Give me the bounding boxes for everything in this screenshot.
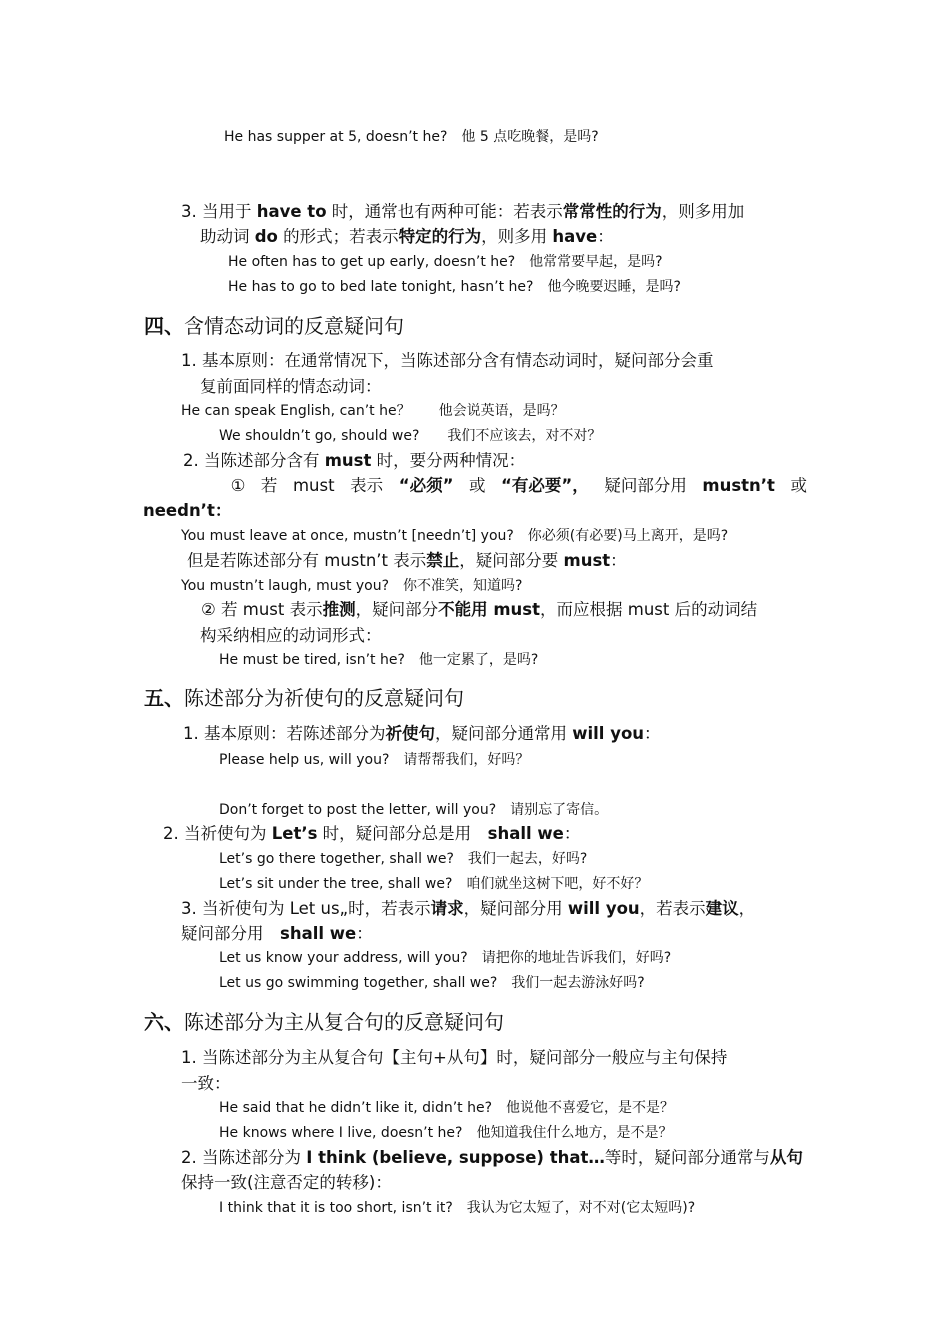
rule-text: 2. 当陈述部分含有 must 时，要分两种情况： xyxy=(183,451,526,470)
rule-text: 1. 当陈述部分为主从复合句【主句+从句】时，疑问部分一般应与主句保持 xyxy=(181,1048,728,1067)
example-sentence: You mustn’t laugh, must you? 你不准笑，知道吗? xyxy=(181,578,523,594)
example-sentence: Let us know your address, will you? 请把你的地址告诉我们，好吗? xyxy=(219,950,672,966)
example-sentence: I think that it is too short, isn’t it? 我认为它太短了，对不对(它太短吗)? xyxy=(219,1200,696,1216)
rule-text: 复前面同样的情态动词： xyxy=(200,377,382,396)
example-sentence: Please help us, will you? 请帮帮我们，好吗？ xyxy=(219,752,530,768)
section-heading-6: 六、陈述部分为主从复合句的反意疑问句 xyxy=(144,1010,504,1034)
example-sentence: He must be tired, isn’t he? 他一定累了，是吗? xyxy=(219,652,539,668)
example-sentence: Let us go swimming together, shall we? 我们一起去游泳好吗? xyxy=(219,975,645,991)
rule-text: 疑问部分用 shall we： xyxy=(181,924,373,943)
rule-text: 1. 基本原则：在通常情况下，当陈述部分含有情态动词时，疑问部分会重 xyxy=(181,351,714,370)
rule-text: 2. 当陈述部分为 I think (believe, suppose) that…等时，疑问部分通常与从句 xyxy=(181,1148,803,1167)
rule-text: 1. 基本原则：若陈述部分为祈使句，疑问部分通常用 will you： xyxy=(183,724,661,743)
section-heading-5: 五、陈述部分为祈使句的反意疑问句 xyxy=(144,686,464,710)
rule-text: needn’t： xyxy=(143,501,232,520)
rule-text: 3. 当祈使句为 Let us„时，若表示请求，疑问部分用 will you，若表示建议， xyxy=(181,899,756,918)
example-sentence: He has supper at 5, doesn’t he? 他 5 点吃晚餐，是吗? xyxy=(224,129,599,145)
rule-text: ② 若 must 表示推测，疑问部分不能用 must，而应根据 must 后的动词结 xyxy=(201,600,758,619)
rule-item-3-line-2: 助动词 do 的形式；若表示特定的行为，则多用 have： xyxy=(200,227,614,246)
rule-text-justified: ① 若 must 表示 “必须” 或 “有必要”， 疑问部分用 mustn’t 或 xyxy=(230,476,807,495)
example-sentence: You must leave at once, mustn’t [needn’t] you? 你必须(有必要)马上离开，是吗? xyxy=(181,528,729,544)
example-sentence: Don’t forget to post the letter, will you? 请别忘了寄信。 xyxy=(219,802,609,818)
rule-text: 保持一致(注意否定的转移)： xyxy=(181,1173,392,1192)
example-sentence: He can speak English, can’t he？ 他会说英语，是吗？ xyxy=(181,403,565,419)
rule-text: 一致： xyxy=(181,1074,231,1093)
example-sentence: He said that he didn’t like it, didn’t he? 他说他不喜爱它，是不是？ xyxy=(219,1100,675,1116)
rule-text: 2. 当祈使句为 Let’s 时，疑问部分总是用 shall we： xyxy=(163,824,581,843)
rule-text: 但是若陈述部分有 mustn’t 表示禁止，疑问部分要 must： xyxy=(187,551,627,570)
example-sentence: He knows where I live, doesn’t he? 他知道我住什么地方，是不是？ xyxy=(219,1125,673,1141)
example-sentence: Let’s go there together, shall we? 我们一起去，好吗? xyxy=(219,851,588,867)
rule-text: 构采纳相应的动词形式： xyxy=(200,626,382,645)
example-sentence: He has to go to bed late tonight, hasn’t he? 他今晚要迟睡，是吗? xyxy=(228,279,681,295)
section-heading-4: 四、含情态动词的反意疑问句 xyxy=(144,314,404,338)
rule-item-3-line-1: 3. 当用于 have to 时，通常也有两种可能：若表示常常性的行为，则多用加 xyxy=(181,202,745,221)
example-sentence: We shouldn’t go, should we? 我们不应该去，对不对？ xyxy=(219,428,602,444)
example-sentence: Let’s sit under the tree, shall we? 咱们就坐这树下吧，好不好？ xyxy=(219,876,649,892)
example-sentence: He often has to get up early, doesn’t he? 他常常要早起，是吗? xyxy=(228,254,663,270)
